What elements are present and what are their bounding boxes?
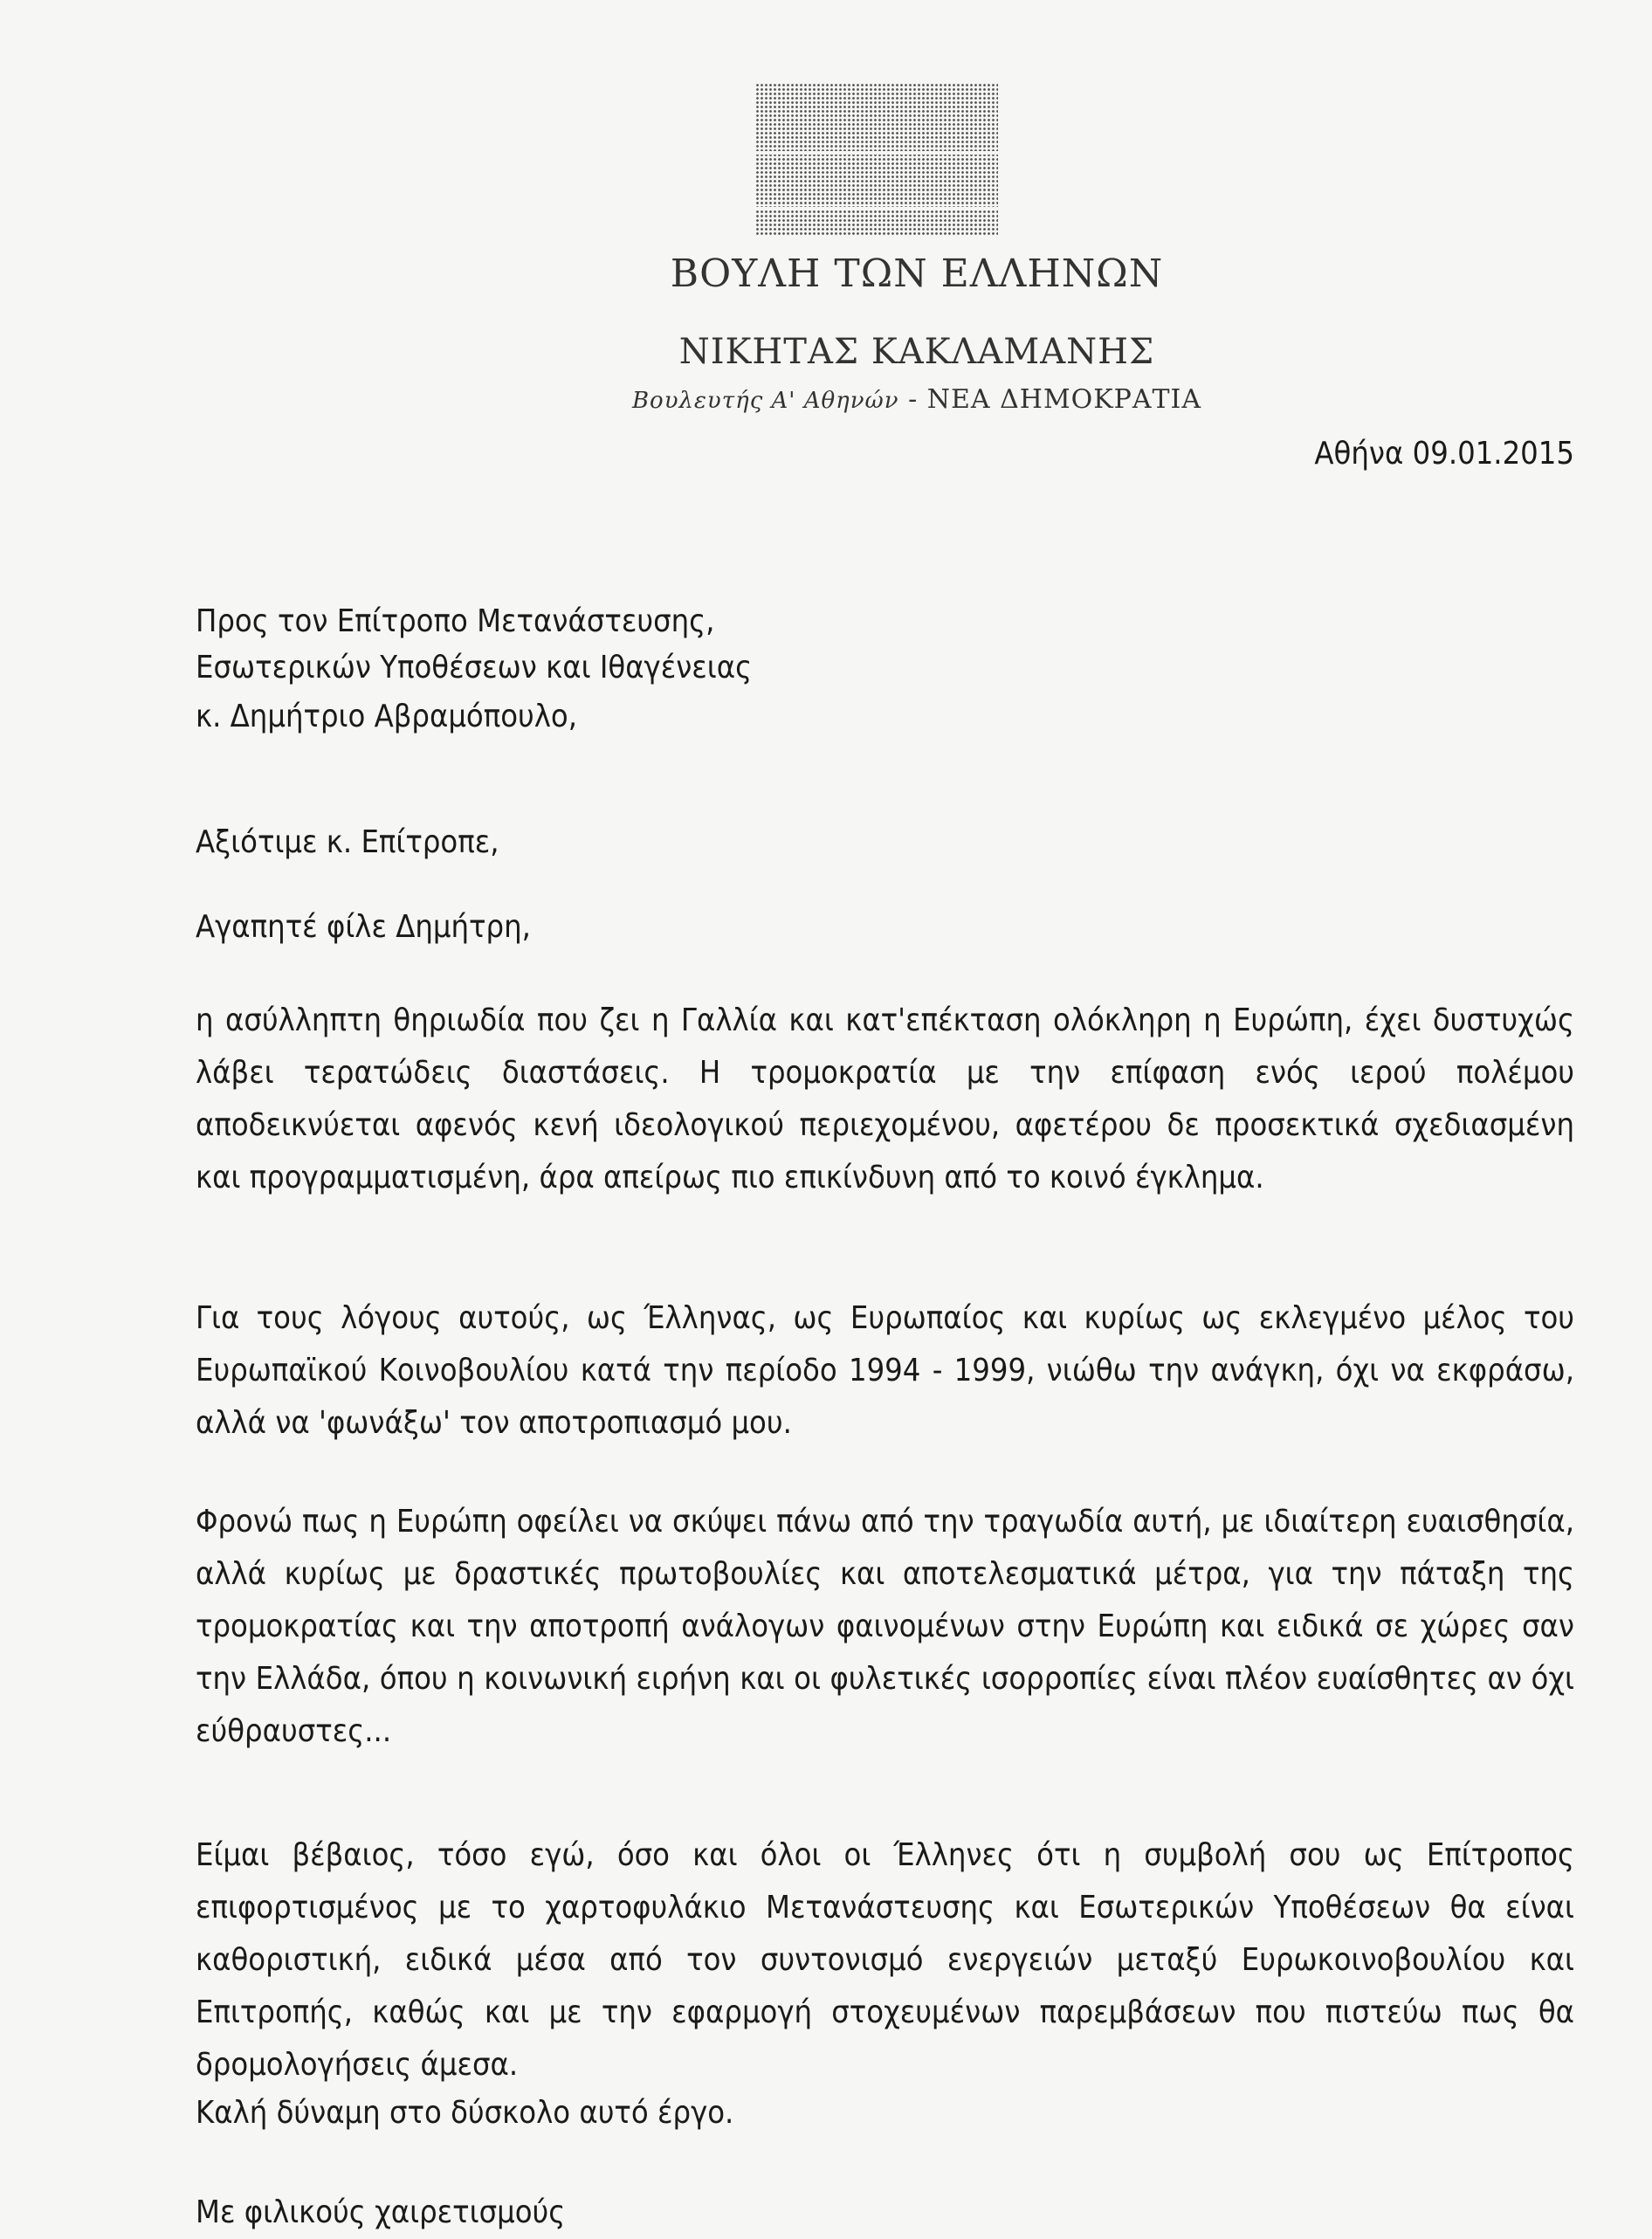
paragraph-4: Είμαι βέβαιος, τόσο εγώ, όσο και όλοι οι Έλληνες ότι η συμβολή σου ως Επίτροπος επιφορτισμένος με το χαρτοφυλάκιο Μετανάστευσης και Εσωτερικών Υποθέσεων θα είναι καθοριστική, ειδικά μέσα από τον συντονισμό ενεργειών μεταξύ Ευρωκοινοβουλίου και Επιτροπής, καθώς και με την εφαρμογή στοχευμένων παρεμβάσεων που πιστεύω πως θα δρομολογήσεις άμεσα. <box>196 1837 1574 2083</box>
sender-party: ΝΕΑ ΔΗΜΟΚΡΑΤΙΑ <box>926 384 1202 415</box>
paragraph-2: Για τους λόγους αυτούς, ως Έλληνας, ως Ευρωπαίος και κυρίως ως εκλεγμένο μέλος του Ευρωπαϊκού Κοινοβουλίου κατά την περίοδο 1994 - 1999, νιώθω την ανάγκη, όχι να εκφράσω, αλλά να 'φωνάξω' τον αποτροπιασμό μου. <box>196 1300 1574 1441</box>
sign-off: Με φιλικούς χαιρετισμούς <box>196 2194 566 2230</box>
salutation-personal: Αγαπητέ φίλε Δημήτρη, <box>196 909 531 945</box>
paragraph-3: Φρονώ πως η Ευρώπη οφείλει να σκύψει πάνω από την τραγωδία αυτή, με ιδιαίτερη ευαισθησία, αλλά κυρίως με δραστικές πρωτοβουλίες και αποτελεσματικά μέτρα, για την πάταξη της τρομοκρατίας και την αποτροπή ανάλογων φαινομένων στην Ευρώπη και ειδικά σε χώρες σαν την Ελλάδα, όπου η κοινωνική ειρήνη και οι φυλετικές ισορροπίες είναι πλέον ευαίσθητες αν όχι εύθραυστες... <box>196 1504 1574 1749</box>
recipient-line-1: Προς τον Επίτροπο Μετανάστευσης, <box>196 603 715 639</box>
closing-line: Καλή δύναμη στο δύσκολο αυτό έργο. <box>196 2095 734 2131</box>
sender-role: Βουλευτής Α' Αθηνών - ΝΕΑ ΔΗΜΟΚΡΑΤΙΑ <box>631 384 1202 415</box>
letter-date: Αθήνα 09.01.2015 <box>1314 436 1574 472</box>
paragraph-1: η ασύλληπτη θηριωδία που ζει η Γαλλία και κατ'επέκταση ολόκληρη η Ευρώπη, έχει δυστυχώς λάβει τερατώδεις διαστάσεις. Η τρομοκρατία με την επίφαση ενός ιερού πολέμου αποδεικνύεται αφενός κενή ιδεολογικού περιεχομένου, αφετέρου δε προσεκτικά σχεδιασμένη και προγραμματισμένη, άρα απείρως πιο επικίνδυνη από το κοινό έγκλημα. <box>196 1002 1574 1195</box>
sender-constituency: Βουλευτής Α' Αθηνών <box>631 388 899 414</box>
recipient-name: κ. Δημήτριο Αβραμόπουλο, <box>196 699 578 734</box>
salutation-formal: Αξιότιμε κ. Επίτροπε, <box>196 824 499 860</box>
parliament-logo <box>755 83 998 236</box>
sender-name: ΝΙΚΗΤΑΣ ΚΑΚΛΑΜΑΝΗΣ <box>678 332 1155 372</box>
recipient-line-2: Εσωτερικών Υποθέσεων και Ιθαγένειας <box>196 650 753 685</box>
institution-name: ΒΟΥΛΗ ΤΩΝ ΕΛΛΗΝΩΝ <box>670 251 1164 296</box>
